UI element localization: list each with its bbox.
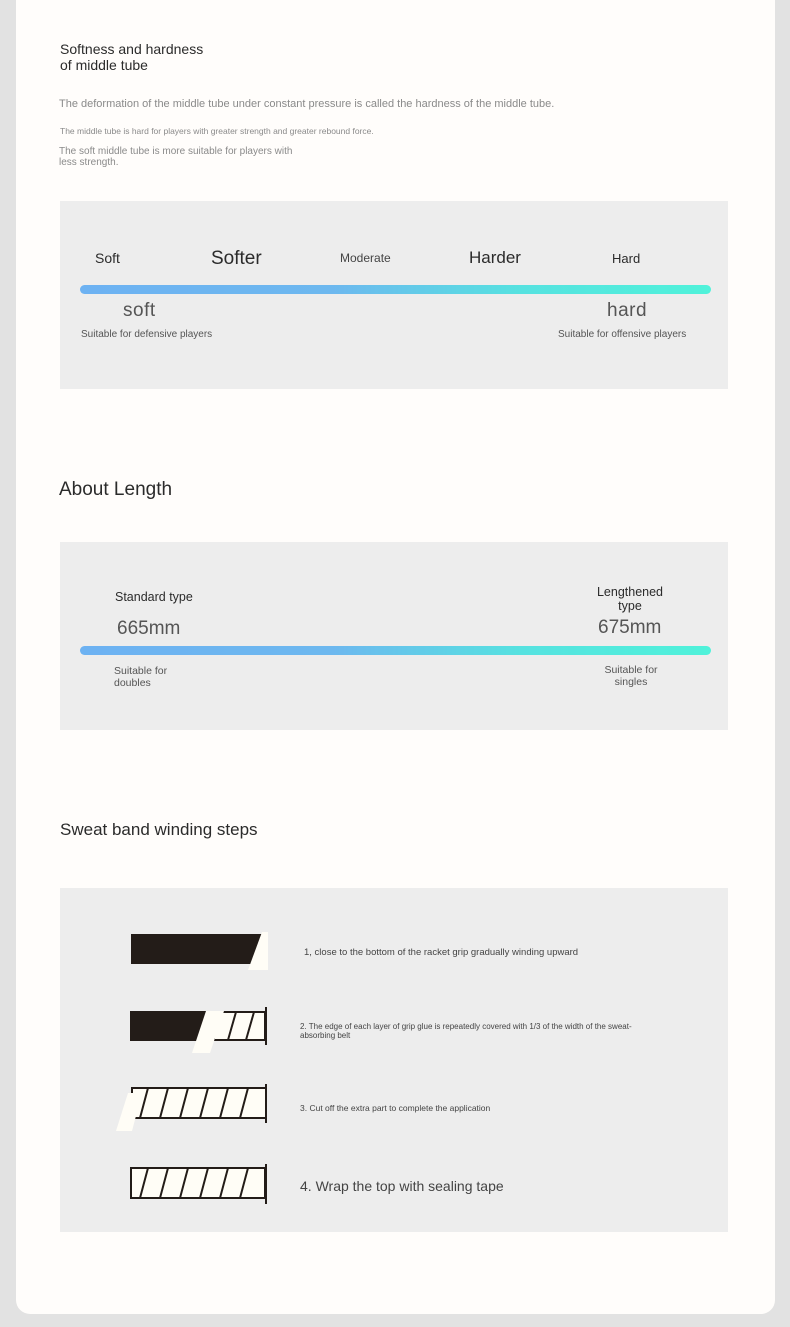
step3-text: 3. Cut off the extra part to complete the application — [300, 1103, 491, 1113]
standard-length-value: 665mm — [117, 618, 181, 639]
length-gradient-bar — [80, 646, 711, 655]
hardness-title — [60, 41, 203, 73]
hardness-title-line1: Softness and hardness — [60, 41, 204, 57]
scale-label-hard: Hard — [612, 251, 641, 266]
lengthened-note-line2: singles — [614, 676, 648, 688]
standard-type-label: Standard type — [115, 590, 193, 604]
soft-end-label: soft — [123, 300, 156, 321]
lengthened-note-line1: Suitable for — [604, 664, 658, 676]
lengthened-type-line1: Lengthened — [596, 585, 664, 599]
step2-text — [300, 1022, 632, 1040]
step2-text-line1: 2. The edge of each layer of grip glue is repeatedly covered with 1/3 of the width of the sweat- — [300, 1022, 632, 1031]
standard-note — [114, 665, 167, 689]
standard-note-line1: Suitable for — [114, 665, 168, 677]
scale-label-harder: Harder — [469, 248, 521, 267]
scale-label-softer: Softer — [211, 248, 262, 269]
hardness-description-2: The middle tube is hard for players with greater strength and greater rebound force. — [60, 126, 374, 136]
step2-text-line2: absorbing belt — [300, 1031, 351, 1040]
hardness-description-3-line2: less strength. — [59, 157, 119, 168]
hardness-description-3 — [59, 146, 292, 168]
lengthened-type-line2: type — [618, 599, 642, 613]
step4-grip-illustration — [128, 1163, 273, 1207]
step1-grip-illustration — [128, 928, 273, 974]
hardness-panel — [60, 201, 728, 389]
lengthened-type-label — [575, 585, 685, 613]
scale-label-soft: Soft — [95, 250, 120, 266]
scale-label-moderate: Moderate — [340, 251, 391, 265]
length-title: About Length — [59, 479, 173, 500]
hardness-title-line2: of middle tube — [60, 57, 148, 73]
step1-text: 1, close to the bottom of the racket grip gradually winding upward — [304, 947, 579, 958]
step2-grip-illustration — [128, 1005, 273, 1057]
steps-title: Sweat band winding steps — [60, 820, 258, 839]
standard-note-line2: doubles — [114, 677, 151, 689]
step3-grip-illustration — [112, 1083, 272, 1135]
lengthened-length-value: 675mm — [598, 617, 662, 638]
hard-end-note: Suitable for offensive players — [558, 329, 687, 340]
hardness-description-3-line1: The soft middle tube is more suitable for players with — [59, 146, 293, 157]
step4-text: 4. Wrap the top with sealing tape — [300, 1178, 504, 1194]
hardness-description-1: The deformation of the middle tube under constant pressure is called the hardness of the middle tube. — [59, 98, 555, 110]
hard-end-label: hard — [607, 300, 648, 321]
hardness-gradient-bar — [80, 285, 711, 294]
lengthened-note — [591, 664, 671, 688]
soft-end-note: Suitable for defensive players — [81, 329, 213, 340]
